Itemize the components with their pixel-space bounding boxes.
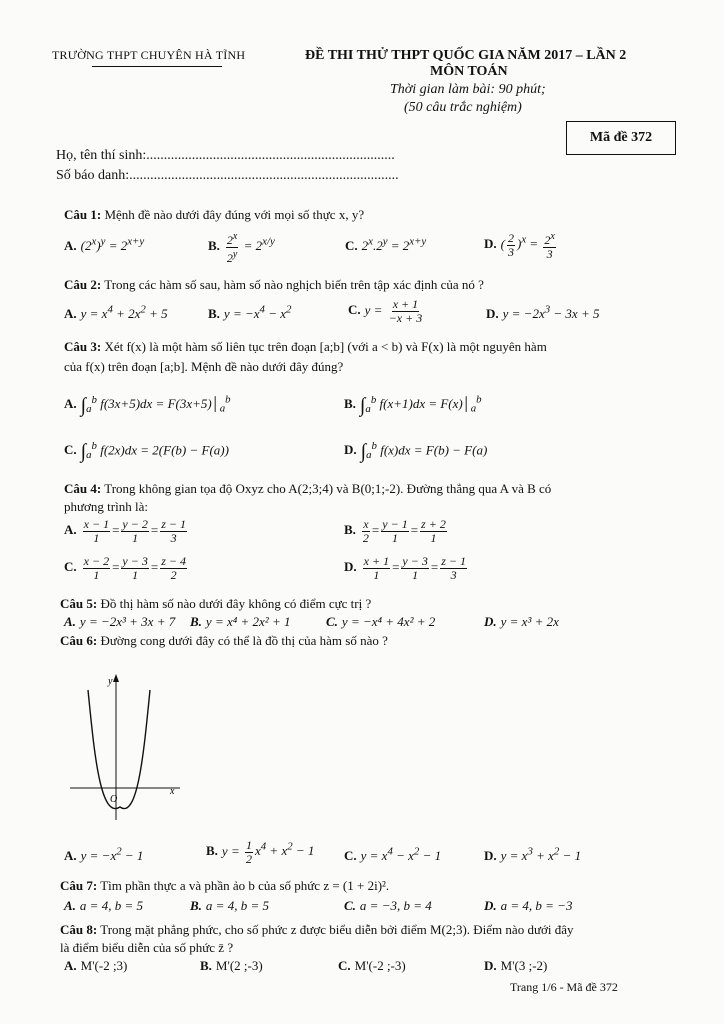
question-4 xyxy=(64,481,551,497)
q3-option-b: B. $\int_a^b$ $f(x+1)dx = F(x)│_a^b$ xyxy=(344,394,482,417)
q8-option-d: D. M'(3 ;-2) xyxy=(484,958,548,973)
q6-option-d: D. $y = x^3 + x^2 - 1$ xyxy=(484,846,582,864)
q8-option-a: A. M'(-2 ;3) xyxy=(64,958,128,973)
subject-title: MÔN TOÁN xyxy=(430,64,508,79)
question-6 xyxy=(60,633,388,649)
school-name: TRƯỜNG THPT CHUYÊN HÀ TĨNH xyxy=(52,48,246,62)
q6-label: Câu 6: xyxy=(60,633,98,648)
q4-option-a: A. $\frac{x - 1}{1}$ = $\frac{y - 2}{1}$ = $\frac{z - 1}{3}$ xyxy=(64,517,186,545)
q6-y-label: y xyxy=(108,676,113,687)
q3-line1: Xét f(x) là một hàm số liên tục trên đoạn [a;b] (với a < b) và F(x) là một nguyên hàm xyxy=(104,339,547,354)
q5-label: Câu 5: xyxy=(60,596,98,611)
q1-option-d: D. ( $\frac{2}{3}$ )$^x$ = $\frac{2^x}{3}$ xyxy=(484,231,555,261)
question-5 xyxy=(60,596,371,612)
question-7 xyxy=(60,878,389,894)
q7-option-a: A. a = 4, b = 5 xyxy=(64,898,143,913)
q3-option-d: D. $\int_a^b$ f(x)dx = F(b) − F(a) xyxy=(344,440,488,463)
q2-option-b: B. $y = -x^4 - x^2$ xyxy=(208,304,292,322)
exam-code-box xyxy=(566,121,676,155)
q3-line2: của f(x) trên đoạn [a;b]. Mệnh đề nào dưới đây đúng? xyxy=(64,359,344,374)
q4-line1: Trong không gian tọa độ Oxyz cho A(2;3;4) và B(0;1;-2). Đường thẳng qua A và B có xyxy=(104,481,552,496)
candidate-id-field: Số báo danh:............................................................................. xyxy=(56,168,399,183)
q6-y-arrow xyxy=(113,674,119,682)
q6-text: Đường cong dưới đây có thể là đồ thị của hàm số nào ? xyxy=(100,633,388,648)
q5-option-d: D. y = x³ + 2x xyxy=(484,614,559,629)
q5-option-b: B. y = x⁴ + 2x² + 1 xyxy=(190,614,291,629)
q2-option-a: A. $y = x^4 + 2x^2 + 5$ xyxy=(64,304,168,322)
q6-option-b: B. y = $\frac{1}{2}$ $x^4 + x^2 - 1$ xyxy=(206,838,315,866)
q2-label: Câu 2: xyxy=(64,277,102,292)
q1-option-c: C. $2^x.2^y = 2^{x+y}$ xyxy=(345,236,427,254)
q3-label: Câu 3: xyxy=(64,339,102,354)
q3-option-a: A. $\int_a^b$ $f(3x+5)dx = F(3x+5)│_a^b$ xyxy=(64,394,231,417)
q6-option-a: A. $y = -x^2 - 1$ xyxy=(64,846,144,864)
q8-label: Câu 8: xyxy=(60,922,98,937)
q6-origin-label: O xyxy=(110,794,118,805)
q1-text: Mệnh đề nào dưới đây đúng với mọi số thực x, y? xyxy=(104,207,365,222)
question-2 xyxy=(64,277,484,293)
q1-option-a: A. $(2^x)^y = 2^{x+y}$ xyxy=(64,236,145,254)
exam-time: Thời gian làm bài: 90 phút; xyxy=(390,82,546,97)
q4-option-c: C. $\frac{x - 2}{1}$ = $\frac{y - 3}{1}$ = $\frac{z - 4}{2}$ xyxy=(64,554,186,582)
q7-label: Câu 7: xyxy=(60,878,98,893)
q8-line1: Trong mặt phẳng phức, cho số phức z được biểu diễn bởi điểm M(2;3). Điểm nào dưới đây xyxy=(100,922,574,937)
school-underline xyxy=(92,66,222,67)
q6-x-label: x xyxy=(170,786,175,797)
q2-option-d: D. $y = -2x^3 - 3x + 5$ xyxy=(486,304,600,322)
q4-line2: phương trình là: xyxy=(64,499,148,514)
q4-option-d: D. $\frac{x + 1}{1}$ = $\frac{y - 3}{1}$ = $\frac{z - 1}{3}$ xyxy=(344,554,466,582)
q1-option-b: B. $\frac{2^x}{2^y}$ = $2^{x/y}$ xyxy=(208,231,275,265)
q2-text: Trong các hàm số sau, hàm số nào nghịch biến trên tập xác định của nó ? xyxy=(104,277,484,292)
q8-option-b: B. M'(2 ;-3) xyxy=(200,958,263,973)
q7-text: Tìm phần thực a và phần ảo b của số phức z = (1 + 2i)². xyxy=(100,878,390,893)
q4-label: Câu 4: xyxy=(64,481,102,496)
q8-option-c: C. M'(-2 ;-3) xyxy=(338,958,406,973)
q6-curve xyxy=(88,690,150,809)
q2-option-c: C. y = $\frac{x + 1}{-x + 3}$ xyxy=(348,297,423,325)
candidate-name-field: Họ, tên thí sinh:....................................................................... xyxy=(56,148,395,163)
question-count: (50 câu trắc nghiệm) xyxy=(404,100,522,115)
q8-line2: là điểm biểu diễn của số phức z̄ ? xyxy=(60,940,234,955)
q5-text: Đồ thị hàm số nào dưới đây không có điểm cực trị ? xyxy=(100,596,372,611)
q4-option-b: B. $\frac{x}{2}$ = $\frac{y - 1}{1}$ = $\frac{z + 2}{1}$ xyxy=(344,517,446,545)
question-8 xyxy=(60,922,574,938)
q6-graph xyxy=(70,670,190,820)
question-1 xyxy=(64,207,364,223)
exam-title: ĐỀ THI THỬ THPT QUỐC GIA NĂM 2017 – LẦN 2 xyxy=(305,48,627,63)
page-footer: Trang 1/6 - Mã đề 372 xyxy=(510,980,618,994)
q7-option-d: D. a = 4, b = −3 xyxy=(484,898,573,913)
q5-option-c: C. y = −x⁴ + 4x² + 2 xyxy=(326,614,436,629)
q3-option-c: C. $\int_a^b$ f(2x)dx = 2(F(b) − F(a)) xyxy=(64,440,229,463)
q7-option-b: B. a = 4, b = 5 xyxy=(190,898,269,913)
q1-label: Câu 1: xyxy=(64,207,102,222)
q6-option-c: C. $y = x^4 - x^2 - 1$ xyxy=(344,846,442,864)
q7-option-c: C. a = −3, b = 4 xyxy=(344,898,432,913)
question-3 xyxy=(64,339,547,355)
q5-option-a: A. y = −2x³ + 3x + 7 xyxy=(64,614,176,629)
exam-code: Mã đề 372 xyxy=(589,130,653,145)
